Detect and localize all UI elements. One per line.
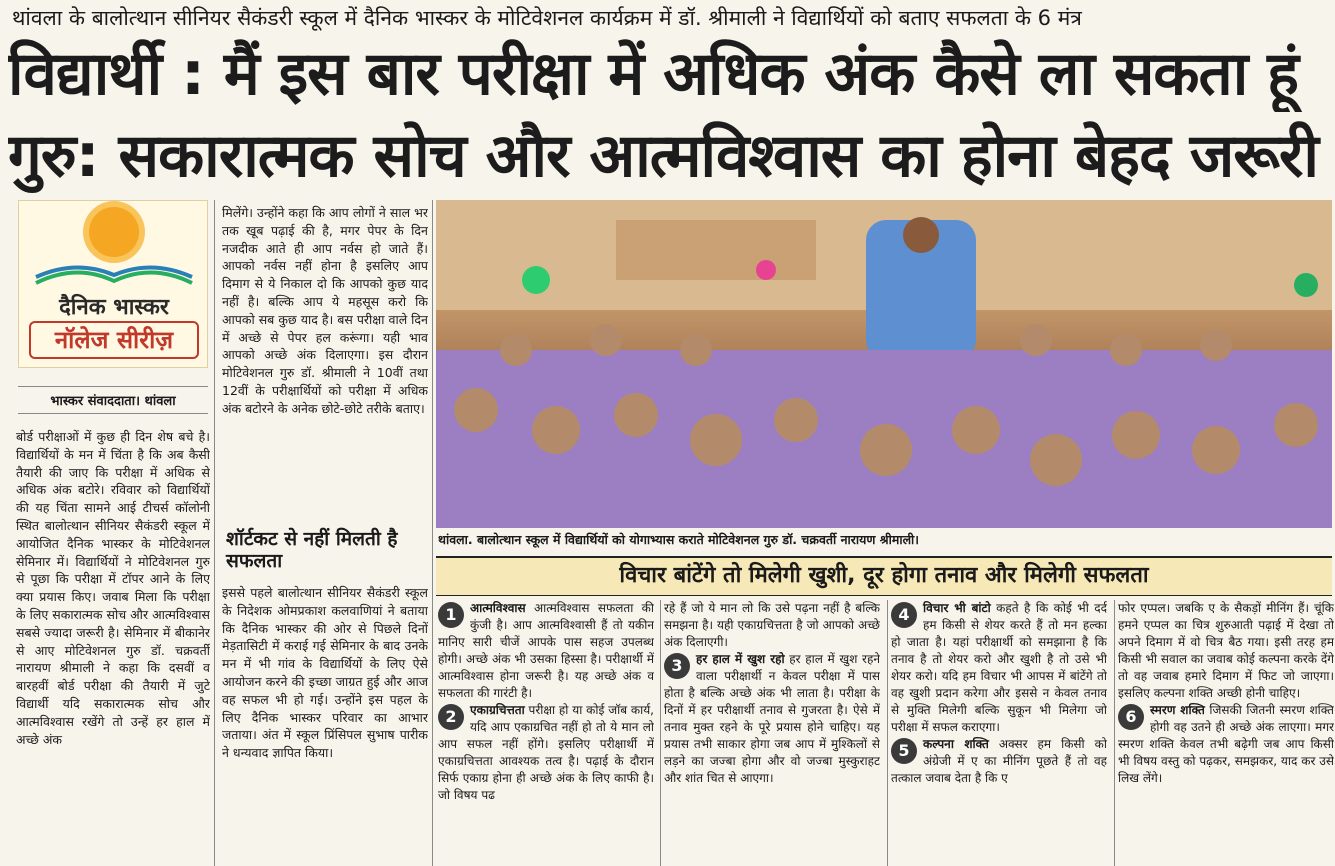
tips-column-1 <box>438 600 654 866</box>
tip-4-title: विचार भी बांटो <box>923 601 991 615</box>
tip-3-text: हर हाल में खुश रहने वाला परीक्षार्थी न केवल परीक्षा में पास होता है बल्कि अच्छे अंक भी लाता है। परीक्षा के दिनों में हर परीक्षार्थी तनाव से गुजरता है। ऐसे में तनाव मुक्त रहने के पूरे प्रयास होने चाहिए। यह प्रयास तभी साकार होगा जब आप में मुश्किलों से लड़ने का जज्बा होगा और वो जज्बा मुस्कुराहट और शांत चित से आएगा। <box>664 652 880 785</box>
tip-5-title: कल्पना शक्ति <box>923 737 989 751</box>
open-book-icon <box>31 263 197 285</box>
tip-3-title: हर हाल में खुश रहो <box>696 652 785 666</box>
article-column-2: मिलेंगे। उन्होंने कहा कि आप लोगों ने साल भर तक खूब पढ़ाई की है, मगर पेपर के दिन नजदीक आते ही आप नर्वस हो जाते हैं। आपको नर्वस नहीं होना है इसलिए आप दिमाग से ये निकाल दो कि आपको कुछ याद नहीं है। बल्कि आप ये महसूस करो कि आपको सब कुछ याद है। बस परीक्षा वाले दिन में अच्छे से पेपर हल करूंगा। यही भाव आपको अच्छे अंक दिलाएगा। इस दौरान मोटिवेशनल गुरु डॉ. श्रीमाली ने 10वीं तथा 12वीं के परीक्षार्थियों को परीक्षा में अधिक अंक बटोरने के अनेक छोटे-छोटे तरीके बताए। <box>222 205 428 416</box>
tip-number-2: 2 <box>438 704 464 730</box>
headline-student: विद्यार्थी : मैं इस बार परीक्षा में अधिक अंक कैसे ला सकता हूं <box>8 39 1298 109</box>
knowledge-series-logo <box>18 200 208 368</box>
tip-6-text: जिसकी जितनी स्मरण शक्ति होगी वह उतने ही अच्छे अंक लाएगा। मगर स्मरण शक्ति केवल तभी बढ़ेगी जब आप किसी भी विषय वस्तु को पढ़कर, समझकर, याद कर उसे लिख लेंगे। <box>1118 703 1334 785</box>
tip-number-3: 3 <box>664 653 690 679</box>
section-banner: विचार बांटेंगे तो मिलेगी खुशी, दूर होगा तनाव और मिलेगी सफलता <box>436 556 1332 596</box>
article-column-2b: इससे पहले बालोत्थान सीनियर सैकंडरी स्कूल के निदेशक ओमप्रकाश कलवाणियां ने बताया कि दैनिक भास्कर की ओर से पिछले दिनों मेड़तासिटी में कराई गई सेमिनार के बाद उनके मन में भी गांव के विद्यार्थियों के लिए ऐसे आयोजन करने की इच्छा जाग्रत हुई और आज वह सफल भी हो गई। उन्होंने इस पहल के लिए दैनिक भास्कर परिवार का आभार जताया। अंत में स्कूल प्रिंसिपल सुभाष पारीक ने धन्यवाद ज्ञापित किया। <box>222 585 428 761</box>
byline: भास्कर संवाददाता। थांवला <box>18 386 208 414</box>
tip-2-title: एकाग्रचित्तता <box>470 703 525 717</box>
column-rule <box>660 600 661 866</box>
tip-number-1: 1 <box>438 602 464 628</box>
tip-2-continued: रहे हैं जो ये मान लो कि उसे पढ़ना नहीं है बल्कि समझना है। यही एकाग्रचित्तता है जो आपको अच्छे अंक दिलाएगी। <box>664 601 880 649</box>
tip-1-text: आत्मविश्वास सफलता की कुंजी है। आप आत्मविश्वासी हैं तो यकीन मानिए सारी चीजें आपके पास सहज उपलब्ध होगी। अच्छे अंक भी उसका हिस्सा है। परीक्षार्थी में आत्मविश्वास होना जरूरी है। यह अच्छे अंक व सफलता की गारंटी है। <box>438 601 654 700</box>
event-photo <box>436 200 1332 528</box>
tips-column-3 <box>891 600 1107 866</box>
tip-2-text: परीक्षा हो या कोई जॉब कार्य, यदि आप एकाग्रचित नहीं हो तो ये मान लो आप सफल नहीं होंगे। इसलिए परीक्षार्थी में एकाग्रचित्तता आवश्यक तत्व है। पढ़ाई के दौरान सिर्फ एकाग्र होना ही अच्छे अंक के लिए काफी है। जो विषय पढ <box>438 703 654 802</box>
subheading: शॉर्टकट से नहीं मिलती है सफलता <box>226 528 398 572</box>
tip-number-4: 4 <box>891 602 917 628</box>
kicker-line: थांवला के बालोत्थान सीनियर सैकंडरी स्कूल में दैनिक भास्कर के मोटिवेशनल कार्यक्रम में डॉ. श्रीमाली ने विद्यार्थियों को बताए सफलता के 6 मंत्र <box>12 6 1082 30</box>
tips-column-2 <box>664 600 880 866</box>
sun-icon <box>89 207 139 257</box>
tip-1-title: आत्मविश्वास <box>470 601 526 615</box>
article-column-1: बोर्ड परीक्षाओं में कुछ ही दिन शेष बचे है। विद्यार्थियों के मन में चिंता है कि अब कैसी तैयारी की जाए कि परीक्षा में अधिक से अधिक अंक बटोरे। रविवार को विद्यार्थियों की यह चिंता सामने आई टीचर्स कॉलोनी स्थित बालोत्थान सीनियर सैकंडरी स्कूल में आयोजित दैनिक भास्कर के मोटिवेशनल सेमिनार में। विद्यार्थियों ने मोटिवेशनल गुरु से पूछा कि परीक्षा में टॉपर आने के लिए क्या प्रयास किए। जवाब मिला कि परीक्षा के लिए सकारात्मक सोच और आत्मविश्वास सबसे ज्यादा जरूरी है। सेमिनार में बीकानेर से आए मोटिवेशनल गुरु डॉ. चक्रवर्ती नारायण श्रीमाली ने कहा कि दसवीं व बारहवीं बोर्ड परीक्षा की तैयारी में जुटे विद्यार्थी यदि सकारात्मक सोच और आत्मविश्वास रखेंगे तो उन्हें हर हाल में अच्छे अंक <box>16 429 210 747</box>
tip-number-5: 5 <box>891 738 917 764</box>
logo-series-text: नॉलेज सीरीज़ <box>29 321 199 359</box>
tip-5-continued: फोर एप्पल। जबकि ए के सैकड़ों मीनिंग हैं। चूंकि हमने एप्पल का चित्र शुरुआती पढ़ाई में देखा तो अपने दिमाग में वो चित्र बैठ गया। इसी तरह हम किसी भी सवाल का जवाब कोई कल्पना करके देंगे तो वह जवाब हमारे दिमाग में फिट जो जाएगा। इसलिए कल्पना शक्ति अच्छी होनी चाहिए। <box>1118 601 1334 700</box>
column-rule <box>432 200 433 866</box>
tip-6-title: स्मरण शक्ति <box>1150 703 1205 717</box>
tip-5-text: अक्सर हम किसी को अंग्रेजी में ए का मीनिंग पूछते हैं तो वह तत्काल जवाब देता है कि ए <box>891 737 1107 785</box>
tip-4-text: कहते है कि कोई भी दर्द हम किसी से शेयर करते हैं तो मन हल्का हो जाता है। यहां परीक्षार्थी को समझाना है कि तनाव है तो शेयर करो और खुशी है तो उसे भी शेयर करो। यदि हम विचार भी आपस में बांटेंगे तो वह खुशी प्रदान करेगा और इससे न केवल तनाव से मुक्ति मिलेगी बल्कि सुकून भी मिलेगा जो परीक्षा में सफल कराएगा। <box>891 601 1107 734</box>
tip-number-6: 6 <box>1118 704 1144 730</box>
tips-column-4 <box>1118 600 1334 866</box>
headline-guru: गुरु: सकारात्मक सोच और आत्मविश्वास का होना बेहद जरूरी <box>8 121 1318 191</box>
column-rule <box>214 200 215 866</box>
column-rule <box>887 600 888 866</box>
crowd-photo-illustration <box>436 200 1332 528</box>
photo-caption: थांवला. बालोत्थान स्कूल में विद्यार्थियों को योगाभ्यास कराते मोटिवेशनल गुरु डॉ. चक्रवर्ती नारायण श्रीमाली। <box>438 532 920 547</box>
column-rule <box>1114 600 1115 866</box>
logo-brand-text: दैनिक भास्कर <box>59 295 169 320</box>
